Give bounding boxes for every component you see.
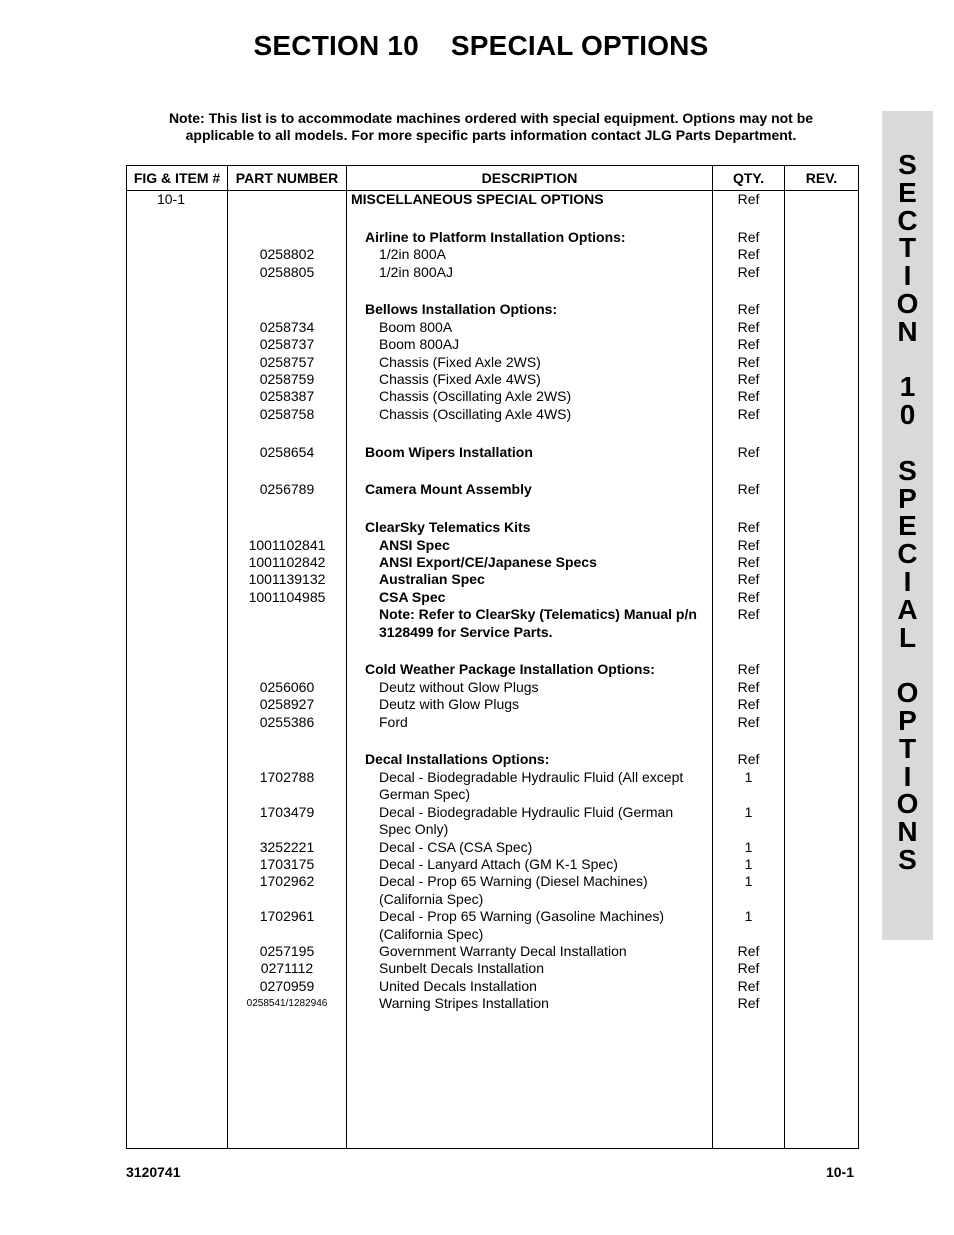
table-row [127, 571, 859, 588]
fig-cell [127, 856, 228, 873]
qty-cell: Ref [713, 589, 785, 606]
spacer-cell [228, 281, 347, 301]
side-tab-letter: O [896, 677, 919, 709]
qty-cell: Ref [713, 319, 785, 336]
part-number-cell: 1702788 [228, 769, 347, 804]
spacer-cell [127, 641, 228, 661]
spacer-cell [347, 499, 713, 519]
part-number-cell [228, 191, 347, 209]
part-number-cell: 1001102842 [228, 554, 347, 571]
spacer-cell [785, 499, 859, 519]
column-header-part-number: PART NUMBER [228, 166, 347, 191]
table-row [127, 679, 859, 696]
rev-cell [785, 661, 859, 678]
spacer-cell [127, 461, 228, 481]
column-header-qty: QTY. [713, 166, 785, 191]
spacer-cell [228, 461, 347, 481]
spacer-cell [228, 731, 347, 751]
rev-cell [785, 571, 859, 588]
parts-table [126, 165, 859, 1149]
description-cell: 1/2in 800A [347, 246, 713, 263]
fig-cell: 10-1 [127, 191, 228, 209]
filler-cell [127, 1013, 228, 1149]
side-tab-letter: S [898, 454, 917, 486]
table-spacer-row [127, 423, 859, 443]
spacer-cell [785, 461, 859, 481]
table-spacer-row [127, 208, 859, 228]
spacer-cell [127, 423, 228, 443]
part-number-cell: 0257195 [228, 943, 347, 960]
rev-cell [785, 191, 859, 209]
table-row [127, 406, 859, 423]
description-cell: MISCELLANEOUS SPECIAL OPTIONS [347, 191, 713, 209]
part-number-cell: 0256060 [228, 679, 347, 696]
part-number-cell: 1703479 [228, 804, 347, 839]
table-row [127, 191, 859, 209]
part-number-cell: 3252221 [228, 839, 347, 856]
side-tab-letter: C [897, 538, 918, 570]
description-cell: Airline to Platform Installation Options: [347, 229, 713, 246]
qty-cell: 1 [713, 839, 785, 856]
table-row [127, 301, 859, 318]
spacer-cell [127, 208, 228, 228]
spacer-cell [785, 423, 859, 443]
part-number-cell: 0258805 [228, 264, 347, 281]
part-number-cell: 0256789 [228, 481, 347, 498]
table-spacer-row [127, 461, 859, 481]
table-spacer-row [127, 499, 859, 519]
table-row [127, 873, 859, 908]
side-tab-letter: O [896, 287, 919, 319]
fig-cell [127, 978, 228, 995]
side-tab-letter: I [903, 760, 912, 792]
part-number-cell: 0258734 [228, 319, 347, 336]
rev-cell [785, 229, 859, 246]
side-tab-letter: C [897, 204, 918, 236]
part-number-cell: 1001104985 [228, 589, 347, 606]
fig-cell [127, 537, 228, 554]
rev-cell [785, 354, 859, 371]
rev-cell [785, 856, 859, 873]
qty-cell: Ref [713, 336, 785, 353]
table-row [127, 519, 859, 536]
spacer-cell [347, 281, 713, 301]
side-tab-letter: S [898, 843, 917, 875]
table-row [127, 751, 859, 768]
qty-cell: Ref [713, 264, 785, 281]
part-number-cell: 1702961 [228, 908, 347, 943]
description-cell: Chassis (Oscillating Axle 2WS) [347, 388, 713, 405]
rev-cell [785, 978, 859, 995]
qty-cell: 1 [713, 856, 785, 873]
fig-cell [127, 388, 228, 405]
description-cell: Boom Wipers Installation [347, 444, 713, 461]
part-number-cell [228, 751, 347, 768]
part-number-cell: 1001139132 [228, 571, 347, 588]
qty-cell: Ref [713, 978, 785, 995]
description-cell: Boom 800AJ [347, 336, 713, 353]
side-tab-letter: I [903, 565, 912, 597]
table-row [127, 229, 859, 246]
table-header-row [127, 166, 859, 191]
side-tab-letter [882, 429, 933, 457]
table-row [127, 537, 859, 554]
fig-cell [127, 995, 228, 1012]
qty-cell: Ref [713, 606, 785, 641]
table-row [127, 589, 859, 606]
description-cell: Camera Mount Assembly [347, 481, 713, 498]
qty-cell: Ref [713, 246, 785, 263]
side-tab-letter: 0 [899, 399, 916, 431]
spacer-cell [228, 641, 347, 661]
fig-cell [127, 229, 228, 246]
part-number-cell: 0258737 [228, 336, 347, 353]
rev-cell [785, 264, 859, 281]
table-row [127, 444, 859, 461]
fig-cell [127, 554, 228, 571]
table-filler-row [127, 1013, 859, 1149]
description-cell: Chassis (Oscillating Axle 4WS) [347, 406, 713, 423]
table-row [127, 246, 859, 263]
rev-cell [785, 804, 859, 839]
side-tab-letter: L [898, 621, 917, 653]
table-spacer-row [127, 281, 859, 301]
rev-cell [785, 319, 859, 336]
part-number-cell: 1702962 [228, 873, 347, 908]
part-number-cell [228, 301, 347, 318]
qty-cell: Ref [713, 371, 785, 388]
rev-cell [785, 696, 859, 713]
description-cell: Boom 800A [347, 319, 713, 336]
column-header-description: DESCRIPTION [347, 166, 713, 191]
rev-cell [785, 519, 859, 536]
spacer-cell [713, 461, 785, 481]
part-number-cell [228, 661, 347, 678]
rev-cell [785, 589, 859, 606]
description-cell: Decal - Biodegradable Hydraulic Fluid (German Spec Only) [347, 804, 713, 839]
side-tab-letter [882, 651, 933, 679]
table-row [127, 995, 859, 1012]
table-row [127, 804, 859, 839]
description-cell: ClearSky Telematics Kits [347, 519, 713, 536]
description-cell: Decal - Lanyard Attach (GM K-1 Spec) [347, 856, 713, 873]
table-row [127, 943, 859, 960]
description-cell: ANSI Spec [347, 537, 713, 554]
spacer-cell [785, 641, 859, 661]
description-cell: Deutz with Glow Plugs [347, 696, 713, 713]
side-tab-letter: I [903, 260, 912, 292]
description-cell: Decal - Prop 65 Warning (Diesel Machines) (California Spec) [347, 873, 713, 908]
part-number-cell: 0258802 [228, 246, 347, 263]
side-tab-letter: 1 [899, 371, 916, 403]
side-tab-letter: T [898, 732, 917, 764]
side-tab-letter: N [897, 315, 918, 347]
fig-cell [127, 319, 228, 336]
part-number-cell: 0255386 [228, 714, 347, 731]
rev-cell [785, 554, 859, 571]
table-row [127, 481, 859, 498]
fig-cell [127, 519, 228, 536]
spacer-cell [713, 423, 785, 443]
filler-cell [713, 1013, 785, 1149]
fig-cell [127, 589, 228, 606]
rev-cell [785, 769, 859, 804]
rev-cell [785, 839, 859, 856]
rev-cell [785, 406, 859, 423]
table-row [127, 856, 859, 873]
table-row [127, 371, 859, 388]
side-tab-letter: E [898, 176, 917, 208]
qty-cell: Ref [713, 354, 785, 371]
fig-cell [127, 769, 228, 804]
side-tab-letter [882, 346, 933, 374]
fig-cell [127, 571, 228, 588]
side-tab-letter: P [898, 704, 917, 736]
table-row [127, 319, 859, 336]
fig-cell [127, 444, 228, 461]
qty-cell: Ref [713, 519, 785, 536]
qty-cell: Ref [713, 995, 785, 1012]
rev-cell [785, 606, 859, 641]
part-number-cell [228, 606, 347, 641]
table-row [127, 606, 859, 641]
part-number-cell [228, 229, 347, 246]
spacer-cell [713, 281, 785, 301]
fig-cell [127, 264, 228, 281]
spacer-cell [347, 423, 713, 443]
table-row [127, 714, 859, 731]
table-row [127, 978, 859, 995]
spacer-cell [785, 281, 859, 301]
description-cell: Bellows Installation Options: [347, 301, 713, 318]
description-cell: Cold Weather Package Installation Options: [347, 661, 713, 678]
part-number-cell: 1703175 [228, 856, 347, 873]
spacer-cell [228, 499, 347, 519]
fig-cell [127, 751, 228, 768]
spacer-cell [713, 731, 785, 751]
table-row [127, 264, 859, 281]
fig-cell [127, 908, 228, 943]
table-row [127, 388, 859, 405]
table-row [127, 354, 859, 371]
part-number-cell: 0258758 [228, 406, 347, 423]
rev-cell [785, 388, 859, 405]
fig-cell [127, 354, 228, 371]
spacer-cell [785, 731, 859, 751]
fig-cell [127, 246, 228, 263]
part-number-cell: 0258654 [228, 444, 347, 461]
spacer-cell [228, 423, 347, 443]
qty-cell: Ref [713, 661, 785, 678]
fig-cell [127, 661, 228, 678]
qty-cell: Ref [713, 301, 785, 318]
description-cell: ANSI Export/CE/Japanese Specs [347, 554, 713, 571]
fig-cell [127, 606, 228, 641]
rev-cell [785, 371, 859, 388]
rev-cell [785, 908, 859, 943]
table-spacer-row [127, 731, 859, 751]
description-cell: Australian Spec [347, 571, 713, 588]
fig-cell [127, 336, 228, 353]
fig-cell [127, 960, 228, 977]
qty-cell: Ref [713, 696, 785, 713]
description-cell: CSA Spec [347, 589, 713, 606]
fig-cell [127, 804, 228, 839]
side-tab-letter: S [898, 149, 917, 180]
fig-cell [127, 371, 228, 388]
qty-cell: Ref [713, 960, 785, 977]
description-cell: Ford [347, 714, 713, 731]
rev-cell [785, 751, 859, 768]
description-cell: 1/2in 800AJ [347, 264, 713, 281]
qty-cell: Ref [713, 751, 785, 768]
qty-cell: Ref [713, 679, 785, 696]
part-number-cell: 0258387 [228, 388, 347, 405]
qty-cell: Ref [713, 537, 785, 554]
spacer-cell [785, 208, 859, 228]
column-header-fig: FIG & ITEM # [127, 166, 228, 191]
side-tab-letter: N [897, 816, 918, 848]
description-cell: Note: Refer to ClearSky (Telematics) Manual p/n 3128499 for Service Parts. [347, 606, 713, 641]
spacer-cell [347, 731, 713, 751]
description-cell: Decal - Biodegradable Hydraulic Fluid (All except German Spec) [347, 769, 713, 804]
side-tab-letter: O [896, 788, 919, 820]
table-row [127, 661, 859, 678]
filler-cell [347, 1013, 713, 1149]
rev-cell [785, 301, 859, 318]
rev-cell [785, 444, 859, 461]
section-side-tab [882, 111, 933, 940]
qty-cell: Ref [713, 388, 785, 405]
table-row [127, 336, 859, 353]
spacer-cell [347, 461, 713, 481]
filler-cell [785, 1013, 859, 1149]
spacer-cell [127, 499, 228, 519]
table-row [127, 908, 859, 943]
spacer-cell [713, 499, 785, 519]
spacer-cell [347, 641, 713, 661]
fig-cell [127, 873, 228, 908]
spacer-cell [347, 208, 713, 228]
qty-cell: Ref [713, 229, 785, 246]
qty-cell: Ref [713, 554, 785, 571]
part-number-cell: 0258759 [228, 371, 347, 388]
side-tab-letter: A [897, 593, 918, 625]
side-tab-letter: P [898, 482, 917, 514]
part-number-cell: 0258757 [228, 354, 347, 371]
fig-cell [127, 943, 228, 960]
spacer-cell [127, 281, 228, 301]
rev-cell [785, 714, 859, 731]
parts-table-body [127, 191, 859, 1149]
rev-cell [785, 679, 859, 696]
table-spacer-row [127, 641, 859, 661]
qty-cell: Ref [713, 943, 785, 960]
side-tab-letters [882, 151, 933, 874]
rev-cell [785, 943, 859, 960]
qty-cell: Ref [713, 444, 785, 461]
rev-cell [785, 336, 859, 353]
fig-cell [127, 696, 228, 713]
fig-cell [127, 481, 228, 498]
side-tab-letter: T [898, 232, 917, 264]
description-cell: United Decals Installation [347, 978, 713, 995]
table-row [127, 554, 859, 571]
rev-cell [785, 537, 859, 554]
rev-cell [785, 995, 859, 1012]
special-equipment-note: Note: This list is to accommodate machines ordered with special equipment. Options may not be applicable to all models. For more specific parts information contact JLG Parts Department. [168, 110, 814, 143]
description-cell: Decal Installations Options: [347, 751, 713, 768]
fig-cell [127, 406, 228, 423]
part-number-cell: 0258927 [228, 696, 347, 713]
fig-cell [127, 679, 228, 696]
table-row [127, 839, 859, 856]
description-cell: Sunbelt Decals Installation [347, 960, 713, 977]
description-cell: Decal - CSA (CSA Spec) [347, 839, 713, 856]
part-number-cell: 0271112 [228, 960, 347, 977]
page-title: SECTION 10 SPECIAL OPTIONS [253, 30, 709, 61]
description-cell: Chassis (Fixed Axle 2WS) [347, 354, 713, 371]
qty-cell: Ref [713, 571, 785, 588]
filler-cell [228, 1013, 347, 1149]
part-number-cell [228, 519, 347, 536]
rev-cell [785, 481, 859, 498]
qty-cell: 1 [713, 769, 785, 804]
rev-cell [785, 873, 859, 908]
fig-cell [127, 301, 228, 318]
qty-cell: 1 [713, 804, 785, 839]
spacer-cell [127, 731, 228, 751]
spacer-cell [713, 208, 785, 228]
side-tab-letter: E [898, 510, 917, 542]
qty-cell: Ref [713, 481, 785, 498]
rev-cell [785, 960, 859, 977]
description-cell: Decal - Prop 65 Warning (Gasoline Machines) (California Spec) [347, 908, 713, 943]
part-number-cell: 1001102841 [228, 537, 347, 554]
fig-cell [127, 714, 228, 731]
table-row [127, 696, 859, 713]
table-row [127, 769, 859, 804]
description-cell: Chassis (Fixed Axle 4WS) [347, 371, 713, 388]
column-header-rev: REV. [785, 166, 859, 191]
qty-cell: Ref [713, 714, 785, 731]
part-number-cell: 0270959 [228, 978, 347, 995]
description-cell: Warning Stripes Installation [347, 995, 713, 1012]
description-cell: Government Warranty Decal Installation [347, 943, 713, 960]
spacer-cell [713, 641, 785, 661]
fig-cell [127, 839, 228, 856]
qty-cell: 1 [713, 908, 785, 943]
description-cell: Deutz without Glow Plugs [347, 679, 713, 696]
qty-cell: 1 [713, 873, 785, 908]
spacer-cell [228, 208, 347, 228]
table-row [127, 960, 859, 977]
qty-cell: Ref [713, 406, 785, 423]
qty-cell: Ref [713, 191, 785, 209]
part-number-cell: 0258541/1282946 [228, 995, 347, 1012]
footer-doc-number: 3120741 [126, 1164, 181, 1180]
rev-cell [785, 246, 859, 263]
footer-page-number: 10-1 [825, 1164, 854, 1180]
